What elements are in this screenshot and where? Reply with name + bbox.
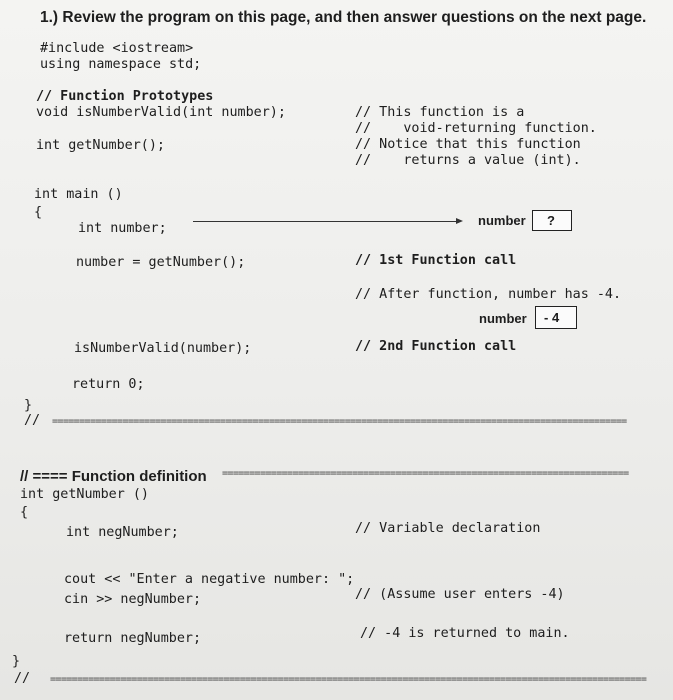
prototype-getnumber: int getNumber(); [36,138,165,153]
comment-line-4: // returns a value (int). [355,153,581,168]
separator-rule-1: ========================================================================================================== [52,417,627,427]
separator-comment-1: // [24,413,41,428]
returned-to-main-comment: // -4 is returned to main. [360,626,570,641]
using-line: using namespace std; [40,57,202,72]
number-label-1: number [478,213,526,228]
pointer-arrow-1 [456,218,463,224]
question-header: 1.) Review the program on this page, and then answer questions on the next page. [40,9,647,26]
number-value-2: - 4 [544,310,560,325]
separator-comment-2: // [14,671,31,686]
include-line: #include <iostream> [40,41,194,56]
negnumber-declaration: int negNumber; [66,525,179,540]
isnumbervalid-call: isNumberValid(number); [74,341,252,356]
comment-line-2: // void-returning function. [355,121,597,136]
definition-heading-rule: =========================================================================== [222,469,629,479]
main-close-brace: } [24,398,33,413]
return-zero: return 0; [72,377,145,392]
comment-line-1: // This function is a [355,105,525,120]
main-signature: int main () [34,187,123,202]
number-value-box-1 [532,210,572,231]
separator-rule-2: ============================================================================================================== [50,675,647,685]
second-call-comment: // 2nd Function call [355,339,517,354]
number-declaration: int number; [78,221,167,236]
after-function-comment: // After function, number has -4. [355,287,622,302]
number-label-2: number [479,311,527,326]
number-value-box-2 [535,306,577,329]
prototype-isnumbervalid: void isNumberValid(int number); [36,105,286,120]
definition-heading: // ==== Function definition [20,468,207,485]
pointer-line-1 [193,221,457,222]
main-open-brace: { [34,205,43,220]
getnumber-open-brace: { [20,505,29,520]
number-value-1: ? [547,213,555,228]
assume-comment: // (Assume user enters -4) [355,587,565,602]
getnumber-signature: int getNumber () [20,487,149,502]
return-negnumber: return negNumber; [64,631,202,646]
getnumber-close-brace: } [12,654,21,669]
cout-line: cout << "Enter a negative number: "; [64,572,355,587]
variable-declaration-comment: // Variable declaration [355,521,541,536]
prototypes-heading: // Function Prototypes [36,89,214,104]
comment-line-3: // Notice that this function [355,137,581,152]
cin-line: cin >> negNumber; [64,592,202,607]
assign-getnumber: number = getNumber(); [76,255,246,270]
first-call-comment: // 1st Function call [355,253,517,268]
